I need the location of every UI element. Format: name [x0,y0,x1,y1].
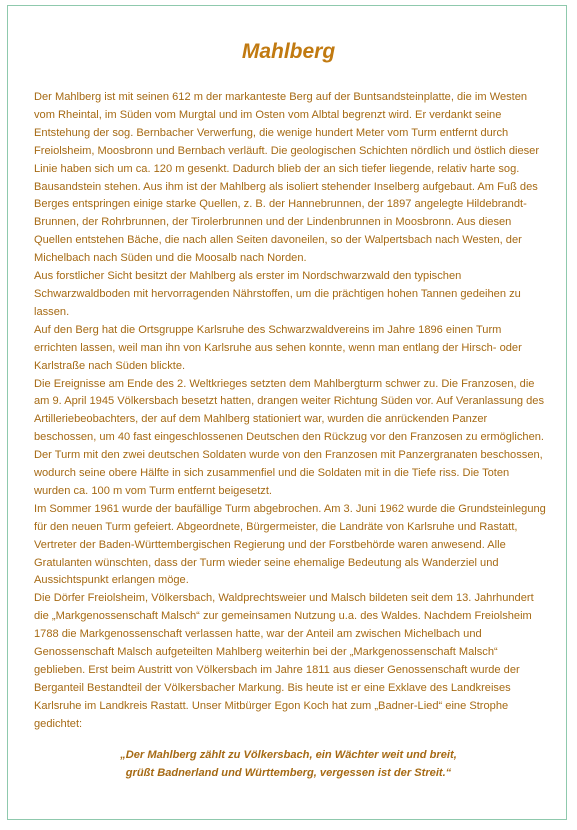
quote-line-1: „Der Mahlberg zählt zu Völkersbach, ein Wächter weit und breit, [120,749,457,761]
paragraph-tower-construction: Auf den Berg hat die Ortsgruppe Karlsruhe des Schwarzwaldvereins im Jahre 1896 einen Turm errichten lassen, weil man ihn von Karlsruhe aus sehen konnte, wenn man entlang der Hirsch- oder Karlstraße nach Süden blickte. [34,323,522,372]
paragraph-new-tower: Im Sommer 1961 wurde der baufällige Turm abgebrochen. Am 3. Juni 1962 wurde die Grundsteinlegung für den neuen Turm gefeiert. Abgeordnete, Bürgermeister, die Landräte von Karlsruhe und Rastatt, Vertreter der Baden-Württembergischen Regierung und der Forstbehörde waren anwesend. Alle Gratulanten wünschten, dass der Turm wieder seine ehemalige Bedeutung als Wanderziel und Aussichtspunkt erlangen möge. [34,502,546,587]
paragraph-forestry: Aus forstlicher Sicht besitzt der Mahlberg als erster im Nordschwarzwald den typischen Schwarzwaldboden mit hervorragenden Nährstoffen, um die prächtigen hohen Tannen gedeihen zu lassen. [34,270,521,318]
quote-line-2: grüßt Badnerland und Württemberg, vergessen ist der Streit.“ [125,767,452,779]
paragraph-markgenossenschaft: Die Dörfer Freiolsheim, Völkersbach, Waldprechtsweier und Malsch bildeten seit dem 13. Jahrhundert die „Markgenossenschaft Malsch“ zur gemeinsamen Nutzung u.a. des Waldes. Nachdem Freiolsheim 1788 die Markgenossenschaft verlassen hatte, war der Anteil am zwischen Michelbach und Genossenschaft Malsch aufgeteilten Mahlberg weiterhin bei der „Markgenossenschaft Malsch“ geblieben. Erst beim Austritt von Völkersbach im Jahre 1811 aus dieser Genossenschaft wurde der Berganteil Bestandteil der Völkersbacher Markung. Bis heute ist er eine Exklave des Landkreises Karlsruhe im Landkreis Rastatt. Unser Mitbürger Egon Koch hat zum „Badner-Lied“ eine Strophe gedichtet: [34,592,534,730]
paragraph-geology: Der Mahlberg ist mit seinen 612 m der markanteste Berg auf der Buntsandsteinplatte, die im Westen vom Rheintal, im Süden vom Murgtal und im Osten vom Albtal begrenzt wird. Er verdankt seine Entstehung der sog. Bernbacher Verwerfung, die wenige hundert Meter vom Turm entfernt durch Freiolsheim, Moosbronn und Bernbach verläuft. Die geologischen Schichten nördlich und östlich dieser Linie haben sich um ca. 120 m gesenkt. Dadurch blieb der an sich tiefer liegende, relativ harte sog. Bausandstein stehen. Aus ihm ist der Mahlberg als isoliert stehender Inselberg aufgebaut. Am Fuß des Berges entspringen einige starke Quellen, z. B. der Hannebrunnen, der 1897 angelegte Hildebrandt-Brunnen, der Rohrbrunnen, der Tirolerbrunnen und der Lindenbrunnen in Moosbronn. Aus diesen Quellen entstehen Bäche, die nach allen Seiten davoneilen, so der Walpertsbach nach Westen, der Michelbach nach Süden und die Moosalb nach Norden. [34,91,540,265]
page-title: Mahlberg [241,40,336,63]
poem-quote [0,746,577,782]
article-body [34,89,546,734]
paragraph-war-events: Die Ereignisse am Ende des 2. Weltkrieges setzten dem Mahlbergturm schwer zu. Die Franzosen, die am 9. April 1945 Völkersbach besetzt hatten, drangen weiter Richtung Süden vor. Auf Veranlassung des Artilleriebeobachters, der auf dem Mahlberg stationiert war, wurden die anrückenden Panzer beschossen, um 40 fast eingeschlossenen Deutschen den Rückzug vor den Franzosen zu ermöglichen. Der Turm mit den zwei deutschen Soldaten wurde von den Franzosen mit Panzergranaten beschossen, wodurch seine obere Hälfte in sich zusammenfiel und die Soldaten mit in die Tiefe riss. Die Toten wurden ca. 100 m vom Turm entfernt beigesetzt. [34,377,545,497]
